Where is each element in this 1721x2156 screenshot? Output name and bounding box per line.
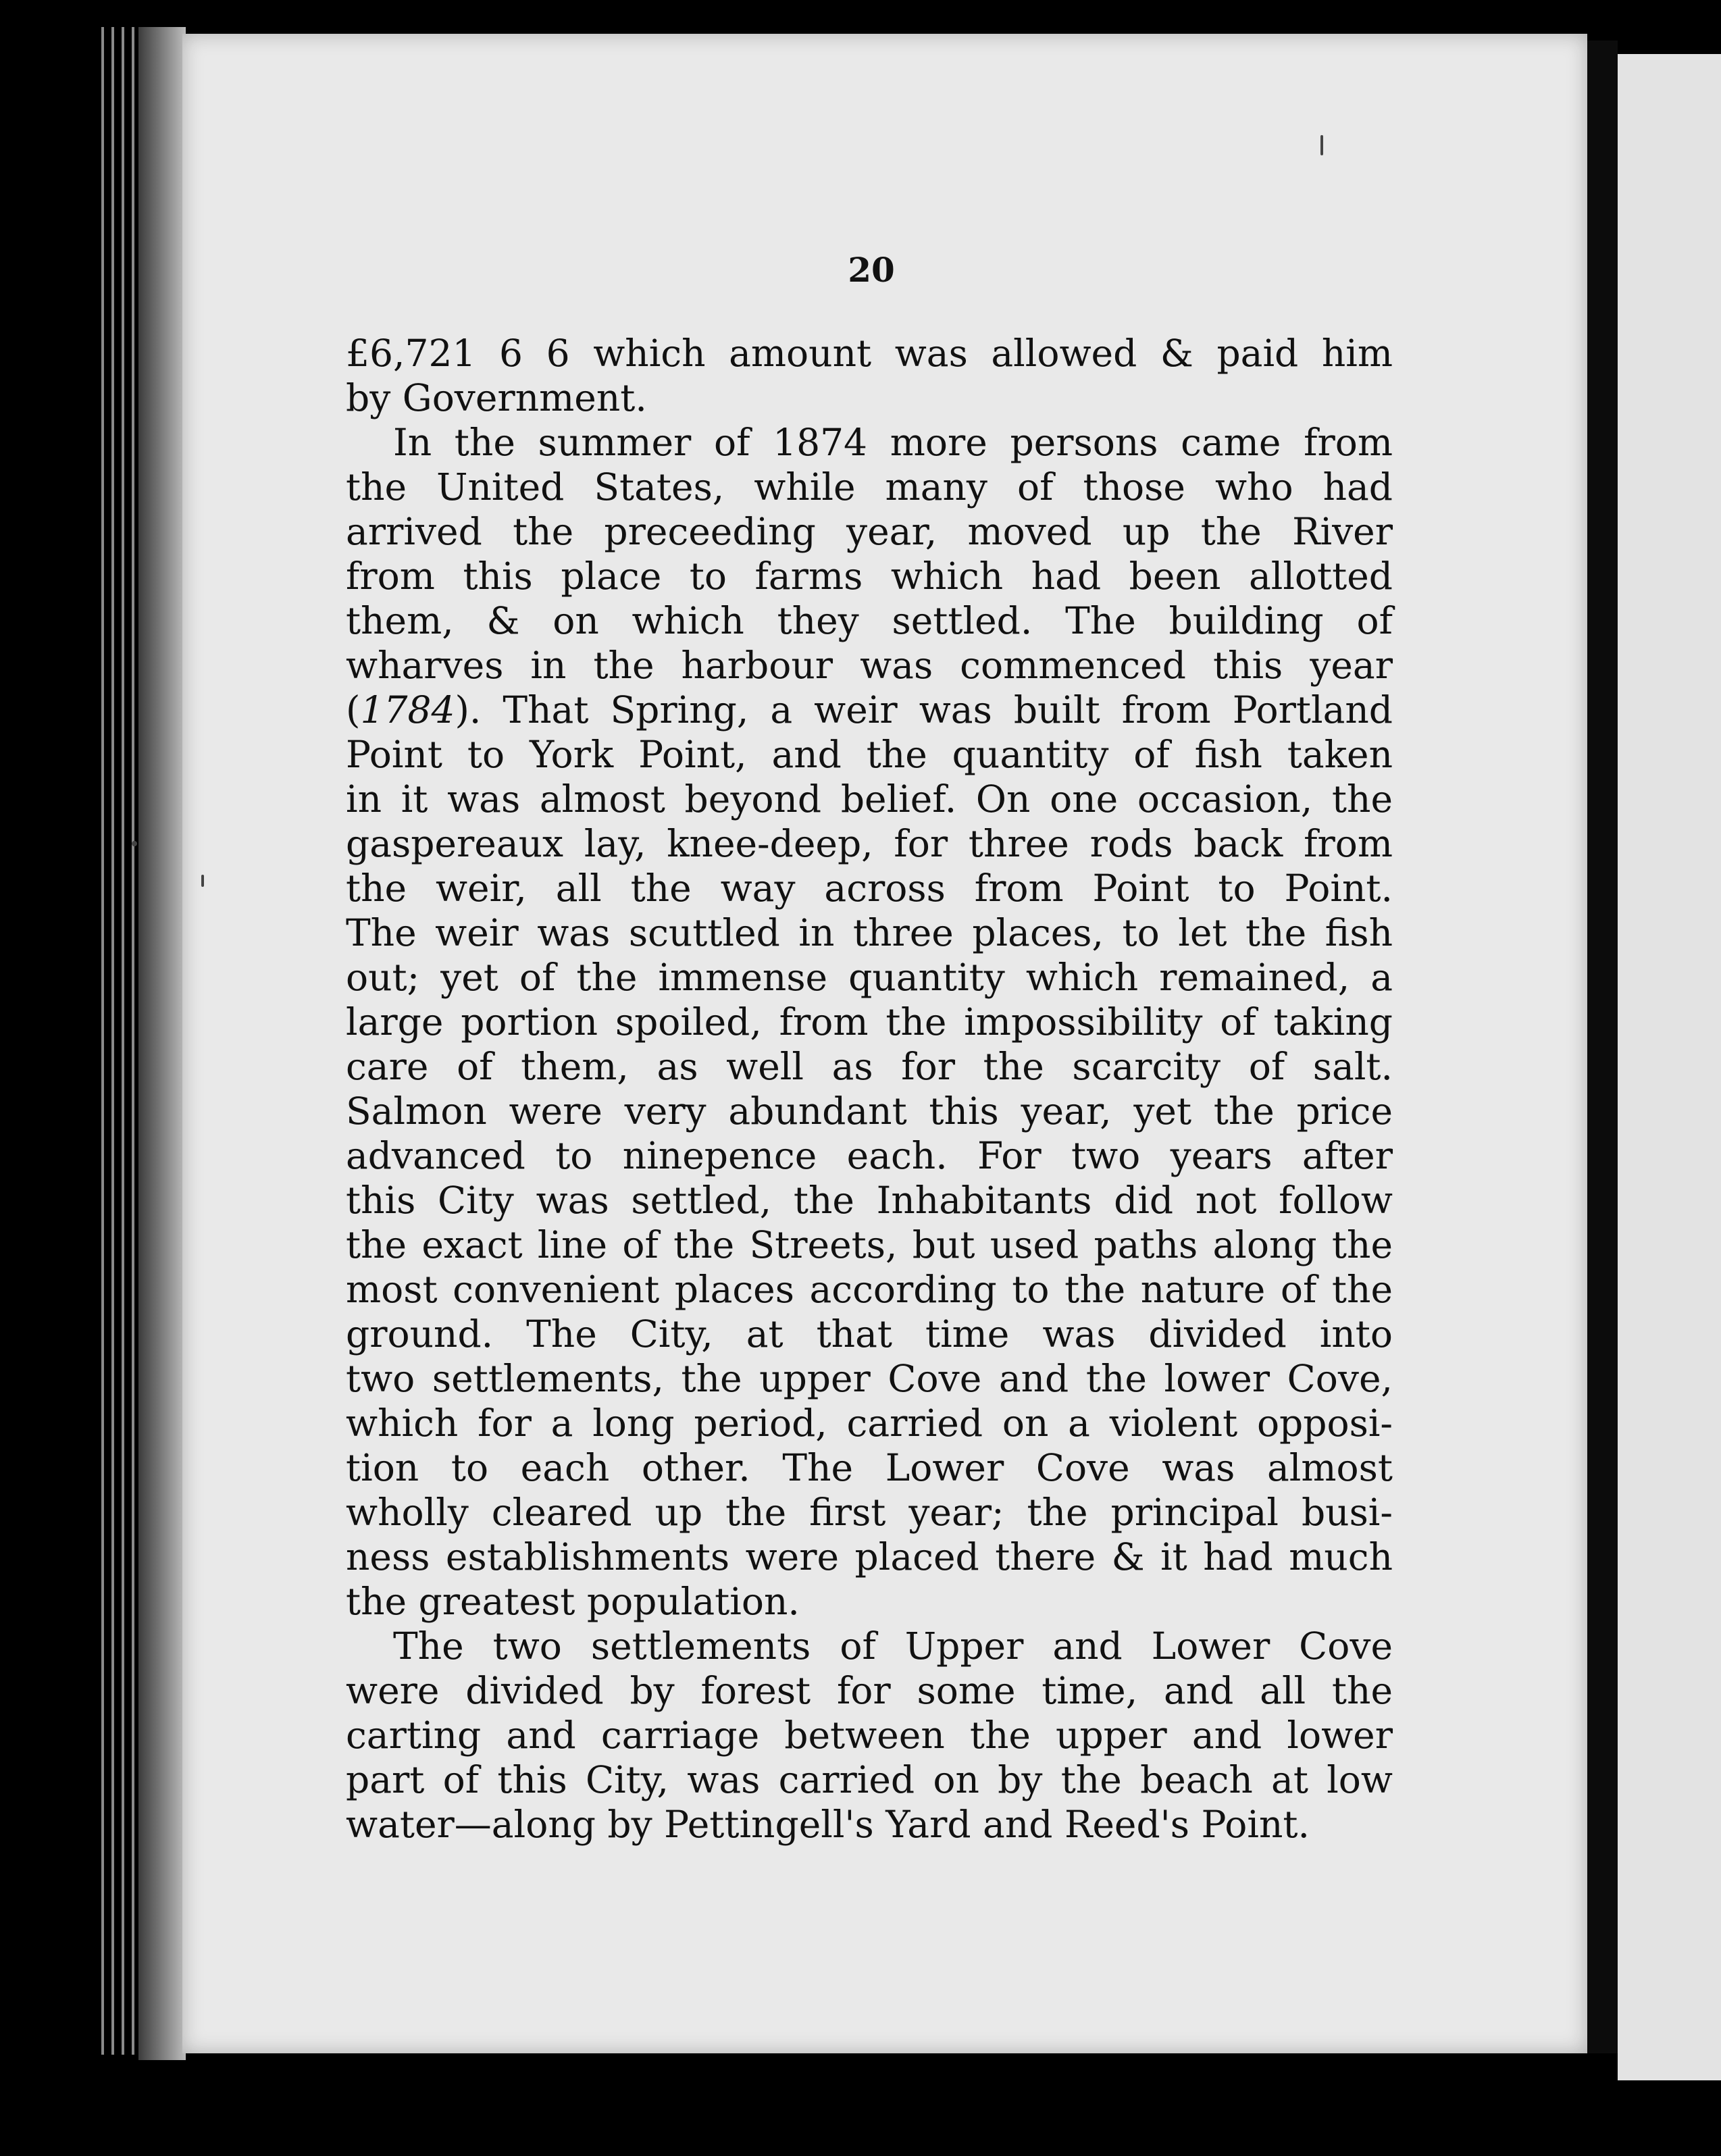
text-line: (1784). That Spring, a weir was built from Portland xyxy=(346,688,1393,732)
paragraph xyxy=(346,331,1393,420)
text-line: them, & on which they settled. The building of xyxy=(346,599,1393,642)
text-line: two settlements, the upper Cove and the lower Cove, xyxy=(346,1357,1393,1400)
text-line: the greatest population. xyxy=(346,1580,800,1623)
text-line: were divided by forest for some time, and all the xyxy=(346,1669,1393,1712)
text-line: carting and carriage between the upper and lower xyxy=(346,1714,1393,1757)
text-line: most convenient places according to the nature of the xyxy=(346,1268,1393,1311)
text-line: ground. The City, at that time was divided into xyxy=(346,1312,1393,1356)
text-line: ness establishments were placed there & it had much xyxy=(346,1535,1393,1578)
text-line: the United States, while many of those who had xyxy=(346,465,1393,509)
text-line: wharves in the harbour was commenced this year xyxy=(346,644,1393,687)
text-line: advanced to ninepence each. For two years after xyxy=(346,1134,1393,1177)
facing-page-edge xyxy=(1618,54,1721,2080)
text-line: Point to York Point, and the quantity of fish taken xyxy=(346,733,1393,776)
page-edge xyxy=(122,27,124,2055)
text-line: out; yet of the immense quantity which remained, a xyxy=(346,956,1393,999)
text-line: by Government. xyxy=(346,376,647,419)
text-line: wholly cleared up the first year; the principal busi- xyxy=(346,1491,1393,1534)
text-line: In the summer of 1874 more persons came from xyxy=(393,421,1393,464)
body-text xyxy=(346,331,1393,1847)
text-line: the weir, all the way across from Point to Point. xyxy=(346,867,1393,910)
page-edge xyxy=(111,27,114,2055)
page-edge xyxy=(132,27,134,2055)
text-line: The two settlements of Upper and Lower Cove xyxy=(393,1624,1393,1668)
dust-speck xyxy=(1320,135,1323,155)
paragraph xyxy=(346,420,1393,1624)
text-line: The weir was scuttled in three places, to let the fish xyxy=(346,911,1393,954)
dust-speck xyxy=(132,841,137,846)
text-line: from this place to farms which had been allotted xyxy=(346,555,1393,598)
text-line: part of this City, was carried on by the beach at low xyxy=(346,1758,1393,1801)
text-line: gaspereaux lay, knee-deep, for three rods back from xyxy=(346,822,1393,865)
text-line: this City was settled, the Inhabitants did not follow xyxy=(346,1179,1393,1222)
text-line: large portion spoiled, from the impossibility of taking xyxy=(346,1000,1393,1044)
paragraph xyxy=(346,1624,1393,1847)
text-line: tion to each other. The Lower Cove was almost xyxy=(346,1446,1393,1489)
text-line: Salmon were very abundant this year, yet the price xyxy=(346,1089,1393,1133)
text-line: £6,721 6 6 which amount was allowed & paid him xyxy=(346,332,1393,375)
text-line: arrived the preceeding year, moved up the River xyxy=(346,510,1393,553)
text-line: in it was almost beyond belief. On one occasion, the xyxy=(346,777,1393,821)
text-line: which for a long period, carried on a violent opposi- xyxy=(346,1402,1393,1445)
page-number: 20 xyxy=(848,250,895,290)
text-line: the exact line of the Streets, but used paths along the xyxy=(346,1223,1393,1266)
dust-speck xyxy=(201,875,204,887)
page-edge xyxy=(101,27,104,2055)
book-gutter xyxy=(1587,41,1618,2053)
text-line: care of them, as well as for the scarcity of salt. xyxy=(346,1045,1393,1088)
text-line: water—along by Pettingell's Yard and Reed's Point. xyxy=(346,1803,1310,1846)
page-binding-shadow xyxy=(138,27,186,2060)
